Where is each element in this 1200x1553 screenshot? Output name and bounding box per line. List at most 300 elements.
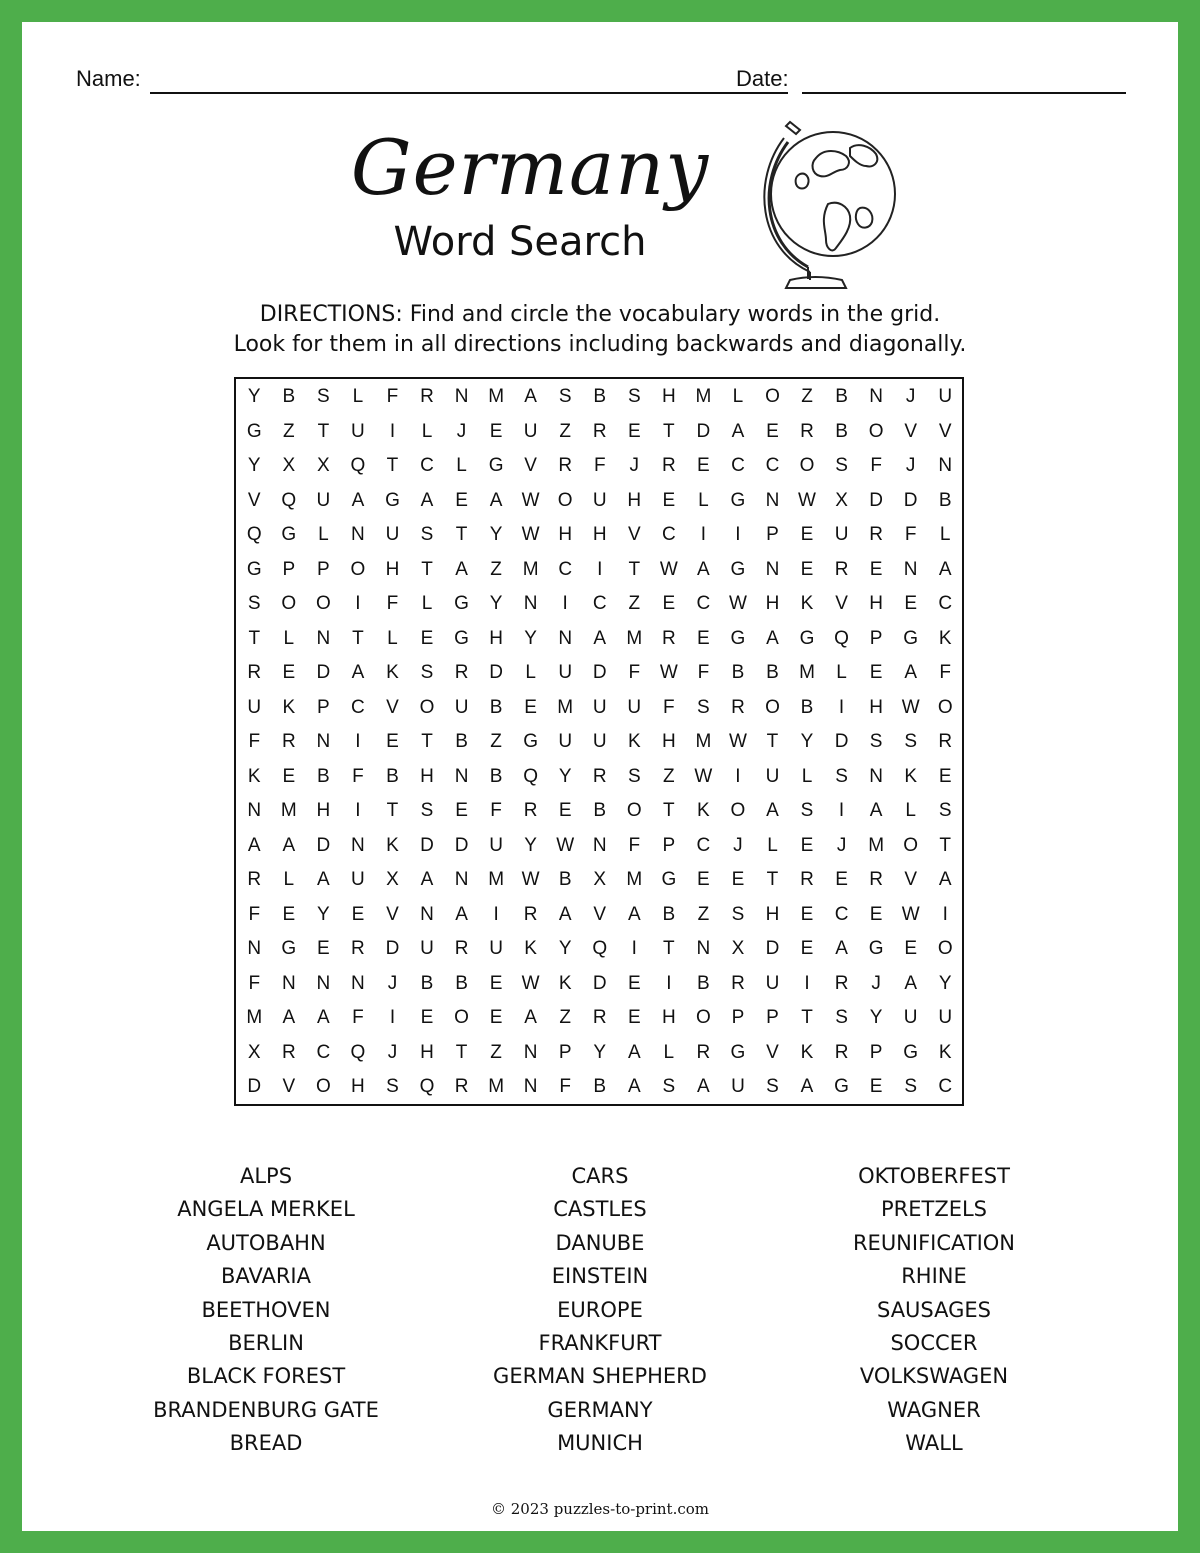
grid-letter[interactable]: C bbox=[592, 593, 607, 615]
grid-letter[interactable]: I bbox=[666, 972, 672, 994]
grid-letter[interactable]: S bbox=[558, 386, 572, 408]
grid-letter[interactable]: V bbox=[524, 455, 537, 477]
grid-letter[interactable]: O bbox=[315, 1076, 331, 1098]
grid-letter[interactable]: E bbox=[420, 627, 434, 649]
grid-letter[interactable]: T bbox=[663, 420, 675, 442]
grid-letter[interactable]: J bbox=[905, 455, 916, 477]
grid-letter[interactable]: V bbox=[247, 489, 261, 511]
grid-letter[interactable]: Y bbox=[558, 765, 572, 787]
grid-letter[interactable]: U bbox=[351, 869, 365, 891]
grid-letter[interactable]: R bbox=[592, 1007, 607, 1029]
grid-letter[interactable]: E bbox=[938, 765, 952, 787]
grid-letter[interactable]: R bbox=[281, 731, 296, 753]
grid-letter[interactable]: K bbox=[558, 972, 572, 994]
grid-letter[interactable]: N bbox=[903, 558, 918, 580]
grid-letter[interactable]: N bbox=[351, 972, 365, 994]
grid-letter[interactable]: Y bbox=[938, 972, 952, 994]
grid-letter[interactable]: X bbox=[593, 869, 607, 891]
grid-letter[interactable]: W bbox=[521, 489, 540, 511]
grid-letter[interactable]: A bbox=[800, 1076, 814, 1098]
grid-letter[interactable]: A bbox=[627, 1041, 641, 1063]
grid-letter[interactable]: L bbox=[905, 800, 916, 822]
grid-letter[interactable]: J bbox=[733, 834, 743, 856]
grid-letter[interactable]: C bbox=[420, 455, 434, 477]
grid-letter[interactable]: A bbox=[558, 903, 572, 925]
grid-letter[interactable]: B bbox=[766, 662, 779, 684]
grid-letter[interactable]: P bbox=[317, 696, 330, 718]
grid-letter[interactable]: A bbox=[904, 972, 917, 994]
grid-letter[interactable]: S bbox=[697, 696, 710, 718]
grid-letter[interactable]: W bbox=[556, 834, 575, 856]
grid-letter[interactable]: O bbox=[868, 420, 884, 442]
grid-letter[interactable]: P bbox=[662, 834, 676, 856]
grid-letter[interactable]: H bbox=[765, 903, 780, 925]
grid-letter[interactable]: U bbox=[903, 1007, 918, 1029]
grid-letter[interactable]: U bbox=[489, 834, 503, 856]
grid-letter[interactable]: G bbox=[281, 938, 297, 960]
grid-letter[interactable]: U bbox=[316, 489, 331, 511]
grid-letter[interactable]: V bbox=[627, 524, 641, 546]
grid-letter[interactable]: R bbox=[592, 765, 607, 787]
grid-letter[interactable]: A bbox=[282, 1007, 296, 1029]
grid-letter[interactable]: M bbox=[799, 662, 815, 684]
grid-letter[interactable]: U bbox=[523, 420, 538, 442]
grid-letter[interactable]: J bbox=[871, 972, 881, 994]
grid-letter[interactable]: F bbox=[248, 972, 261, 994]
grid-letter[interactable]: O bbox=[454, 1007, 469, 1029]
grid-letter[interactable]: R bbox=[454, 662, 469, 684]
grid-letter[interactable]: R bbox=[420, 386, 434, 408]
grid-letter[interactable]: H bbox=[661, 386, 676, 408]
grid-letter[interactable]: N bbox=[316, 627, 331, 649]
grid-letter[interactable]: D bbox=[420, 834, 434, 856]
grid-letter[interactable]: G bbox=[246, 558, 262, 580]
grid-letter[interactable]: E bbox=[869, 903, 883, 925]
grid-letter[interactable]: N bbox=[247, 938, 262, 960]
grid-letter[interactable]: H bbox=[351, 1076, 365, 1098]
grid-letter[interactable]: B bbox=[489, 765, 503, 787]
grid-letter[interactable]: G bbox=[730, 627, 746, 649]
grid-letter[interactable]: A bbox=[938, 558, 952, 580]
grid-letter[interactable]: M bbox=[488, 386, 505, 408]
grid-letter[interactable]: F bbox=[697, 662, 710, 684]
grid-letter[interactable]: D bbox=[316, 834, 331, 856]
grid-letter[interactable]: S bbox=[317, 386, 330, 408]
grid-letter[interactable]: Z bbox=[490, 558, 502, 580]
grid-letter[interactable]: A bbox=[835, 938, 848, 960]
grid-letter[interactable]: R bbox=[661, 455, 676, 477]
grid-letter[interactable]: S bbox=[420, 662, 434, 684]
grid-letter[interactable]: L bbox=[663, 1041, 675, 1063]
grid-letter[interactable]: E bbox=[489, 1007, 503, 1029]
grid-letter[interactable]: S bbox=[247, 593, 261, 615]
grid-letter[interactable]: J bbox=[905, 386, 916, 408]
name-field[interactable] bbox=[150, 92, 788, 94]
grid-letter[interactable]: H bbox=[558, 524, 573, 546]
grid-letter[interactable]: E bbox=[282, 903, 296, 925]
grid-letter[interactable]: G bbox=[523, 731, 539, 753]
grid-letter[interactable]: E bbox=[904, 938, 917, 960]
grid-letter[interactable]: V bbox=[386, 903, 399, 925]
grid-letter[interactable]: S bbox=[869, 731, 883, 753]
grid-letter[interactable]: Z bbox=[559, 1007, 571, 1029]
grid-letter[interactable]: J bbox=[629, 455, 640, 477]
grid-letter[interactable]: R bbox=[834, 1041, 849, 1063]
grid-letter[interactable]: O bbox=[350, 558, 366, 580]
grid-letter[interactable]: K bbox=[800, 593, 814, 615]
grid-letter[interactable]: A bbox=[938, 869, 952, 891]
grid-letter[interactable]: K bbox=[386, 834, 399, 856]
grid-letter[interactable]: K bbox=[938, 1041, 952, 1063]
grid-letter[interactable]: R bbox=[938, 731, 953, 753]
grid-letter[interactable]: U bbox=[489, 938, 503, 960]
grid-letter[interactable]: Y bbox=[317, 903, 330, 925]
grid-letter[interactable]: G bbox=[730, 1041, 746, 1063]
grid-letter[interactable]: E bbox=[697, 627, 710, 649]
grid-letter[interactable]: T bbox=[663, 938, 675, 960]
grid-letter[interactable]: L bbox=[421, 420, 433, 442]
grid-letter[interactable]: O bbox=[903, 834, 919, 856]
grid-letter[interactable]: I bbox=[735, 765, 741, 787]
grid-letter[interactable]: K bbox=[800, 1041, 814, 1063]
grid-letter[interactable]: Z bbox=[283, 420, 295, 442]
grid-letter[interactable]: Q bbox=[281, 489, 297, 511]
grid-letter[interactable]: T bbox=[386, 455, 399, 477]
grid-letter[interactable]: T bbox=[766, 731, 779, 753]
grid-letter[interactable]: N bbox=[454, 386, 469, 408]
grid-letter[interactable]: F bbox=[248, 731, 261, 753]
grid-letter[interactable]: N bbox=[454, 765, 469, 787]
grid-letter[interactable]: E bbox=[627, 972, 641, 994]
grid-letter[interactable]: A bbox=[282, 834, 296, 856]
grid-letter[interactable]: N bbox=[247, 800, 262, 822]
grid-letter[interactable]: S bbox=[627, 765, 641, 787]
grid-letter[interactable]: O bbox=[799, 455, 815, 477]
grid-letter[interactable]: X bbox=[835, 489, 848, 511]
grid-letter[interactable]: K bbox=[386, 662, 399, 684]
grid-letter[interactable]: Z bbox=[697, 903, 710, 925]
grid-letter[interactable]: L bbox=[801, 765, 813, 787]
grid-letter[interactable]: D bbox=[247, 1076, 262, 1098]
grid-letter[interactable]: I bbox=[562, 593, 568, 615]
date-field[interactable] bbox=[802, 92, 1126, 94]
grid-letter[interactable]: M bbox=[626, 869, 643, 891]
grid-letter[interactable]: G bbox=[903, 627, 919, 649]
grid-letter[interactable]: F bbox=[386, 386, 399, 408]
grid-letter[interactable]: R bbox=[661, 627, 676, 649]
grid-letter[interactable]: F bbox=[559, 1076, 571, 1098]
grid-letter[interactable]: A bbox=[351, 489, 365, 511]
grid-letter[interactable]: B bbox=[558, 869, 572, 891]
grid-letter[interactable]: Y bbox=[869, 1007, 883, 1029]
grid-letter[interactable]: E bbox=[904, 593, 917, 615]
grid-letter[interactable]: N bbox=[938, 455, 953, 477]
grid-letter[interactable]: N bbox=[351, 524, 365, 546]
grid-letter[interactable]: A bbox=[904, 662, 917, 684]
grid-letter[interactable]: E bbox=[455, 800, 468, 822]
grid-letter[interactable]: E bbox=[800, 524, 814, 546]
grid-letter[interactable]: D bbox=[385, 938, 400, 960]
grid-letter[interactable]: C bbox=[938, 1076, 953, 1098]
grid-letter[interactable]: D bbox=[592, 972, 607, 994]
grid-letter[interactable]: Z bbox=[490, 731, 502, 753]
grid-letter[interactable]: P bbox=[731, 1007, 745, 1029]
grid-letter[interactable]: F bbox=[352, 765, 364, 787]
grid-letter[interactable]: W bbox=[728, 593, 747, 615]
grid-letter[interactable]: E bbox=[662, 593, 676, 615]
grid-letter[interactable]: I bbox=[838, 800, 845, 822]
grid-letter[interactable]: G bbox=[488, 455, 504, 477]
grid-letter[interactable]: T bbox=[663, 800, 675, 822]
grid-letter[interactable]: S bbox=[420, 800, 434, 822]
grid-letter[interactable]: C bbox=[558, 558, 573, 580]
grid-letter[interactable]: A bbox=[455, 903, 468, 925]
grid-letter[interactable]: M bbox=[626, 627, 643, 649]
grid-letter[interactable]: F bbox=[663, 696, 675, 718]
grid-letter[interactable]: R bbox=[558, 455, 573, 477]
grid-letter[interactable]: Q bbox=[246, 524, 262, 546]
grid-letter[interactable]: N bbox=[351, 834, 365, 856]
grid-letter[interactable]: G bbox=[281, 524, 297, 546]
grid-letter[interactable]: N bbox=[316, 731, 331, 753]
grid-letter[interactable]: E bbox=[731, 869, 745, 891]
grid-letter[interactable]: U bbox=[454, 696, 469, 718]
grid-letter[interactable]: E bbox=[800, 834, 814, 856]
grid-letter[interactable]: U bbox=[938, 386, 953, 408]
grid-letter[interactable]: M bbox=[557, 696, 574, 718]
grid-letter[interactable]: O bbox=[937, 938, 953, 960]
grid-letter[interactable]: B bbox=[593, 800, 607, 822]
grid-letter[interactable]: J bbox=[836, 834, 847, 856]
grid-letter[interactable]: Y bbox=[800, 731, 814, 753]
grid-letter[interactable]: M bbox=[522, 558, 539, 580]
grid-letter[interactable]: P bbox=[317, 558, 330, 580]
grid-letter[interactable]: P bbox=[766, 524, 779, 546]
grid-letter[interactable]: F bbox=[904, 524, 917, 546]
grid-letter[interactable]: R bbox=[731, 696, 745, 718]
grid-letter[interactable]: Y bbox=[247, 386, 261, 408]
grid-letter[interactable]: P bbox=[869, 627, 883, 649]
grid-letter[interactable]: T bbox=[317, 420, 330, 442]
grid-letter[interactable]: L bbox=[283, 627, 295, 649]
grid-letter[interactable]: T bbox=[628, 558, 641, 580]
grid-letter[interactable]: P bbox=[766, 1007, 779, 1029]
grid-letter[interactable]: G bbox=[868, 938, 884, 960]
grid-letter[interactable]: G bbox=[834, 1076, 849, 1098]
grid-letter[interactable]: E bbox=[455, 489, 468, 511]
grid-letter[interactable]: V bbox=[904, 420, 917, 442]
grid-letter[interactable]: U bbox=[731, 1076, 745, 1098]
grid-letter[interactable]: U bbox=[558, 731, 573, 753]
grid-letter[interactable]: E bbox=[386, 731, 399, 753]
grid-letter[interactable]: B bbox=[282, 386, 296, 408]
grid-letter[interactable]: N bbox=[523, 593, 538, 615]
grid-letter[interactable]: A bbox=[317, 869, 330, 891]
grid-letter[interactable]: C bbox=[696, 593, 711, 615]
grid-letter[interactable]: N bbox=[281, 972, 296, 994]
grid-letter[interactable]: O bbox=[419, 696, 435, 718]
grid-letter[interactable]: C bbox=[316, 1041, 331, 1063]
grid-letter[interactable]: N bbox=[869, 386, 883, 408]
grid-letter[interactable]: X bbox=[247, 1041, 261, 1063]
grid-letter[interactable]: C bbox=[938, 593, 953, 615]
grid-letter[interactable]: E bbox=[317, 938, 330, 960]
grid-letter[interactable]: M bbox=[280, 800, 297, 822]
grid-letter[interactable]: O bbox=[695, 1007, 711, 1029]
grid-letter[interactable]: B bbox=[662, 903, 676, 925]
grid-letter[interactable]: I bbox=[804, 972, 810, 994]
grid-letter[interactable]: R bbox=[800, 420, 814, 442]
grid-letter[interactable]: L bbox=[352, 386, 364, 408]
grid-letter[interactable]: E bbox=[282, 765, 296, 787]
grid-letter[interactable]: W bbox=[659, 662, 678, 684]
grid-letter[interactable]: K bbox=[524, 938, 537, 960]
grid-letter[interactable]: H bbox=[765, 593, 780, 615]
grid-letter[interactable]: F bbox=[870, 455, 882, 477]
grid-letter[interactable]: R bbox=[834, 558, 849, 580]
grid-letter[interactable]: N bbox=[523, 1041, 538, 1063]
grid-letter[interactable]: S bbox=[627, 386, 641, 408]
grid-letter[interactable]: D bbox=[454, 834, 469, 856]
grid-letter[interactable]: R bbox=[523, 903, 538, 925]
grid-letter[interactable]: S bbox=[938, 800, 952, 822]
grid-letter[interactable]: H bbox=[869, 696, 883, 718]
grid-letter[interactable]: L bbox=[283, 869, 295, 891]
grid-letter[interactable]: R bbox=[869, 524, 883, 546]
grid-letter[interactable]: I bbox=[838, 696, 845, 718]
grid-letter[interactable]: A bbox=[627, 903, 641, 925]
grid-letter[interactable]: P bbox=[558, 1041, 572, 1063]
grid-letter[interactable]: G bbox=[454, 593, 469, 615]
grid-letter[interactable]: I bbox=[631, 938, 637, 960]
grid-letter[interactable]: B bbox=[420, 972, 434, 994]
grid-letter[interactable]: E bbox=[766, 420, 779, 442]
grid-letter[interactable]: N bbox=[523, 1076, 538, 1098]
grid-letter[interactable]: B bbox=[938, 489, 952, 511]
grid-letter[interactable]: V bbox=[766, 1041, 779, 1063]
grid-letter[interactable]: Q bbox=[419, 1076, 435, 1098]
grid-letter[interactable]: S bbox=[835, 1007, 848, 1029]
grid-letter[interactable]: J bbox=[387, 972, 398, 994]
grid-letter[interactable]: W bbox=[694, 765, 713, 787]
grid-letter[interactable]: H bbox=[316, 800, 331, 822]
grid-letter[interactable]: L bbox=[767, 834, 778, 856]
grid-letter[interactable]: X bbox=[386, 869, 399, 891]
grid-letter[interactable]: H bbox=[420, 765, 434, 787]
grid-letter[interactable]: A bbox=[247, 834, 261, 856]
grid-letter[interactable]: A bbox=[420, 489, 434, 511]
grid-letter[interactable]: E bbox=[800, 903, 814, 925]
grid-letter[interactable]: I bbox=[493, 903, 499, 925]
grid-letter[interactable]: B bbox=[697, 972, 710, 994]
grid-letter[interactable]: R bbox=[592, 420, 607, 442]
grid-letter[interactable]: W bbox=[798, 489, 816, 511]
grid-letter[interactable]: I bbox=[355, 800, 361, 822]
grid-letter[interactable]: M bbox=[695, 731, 712, 753]
grid-letter[interactable]: W bbox=[521, 524, 540, 546]
grid-letter[interactable]: A bbox=[524, 1007, 537, 1029]
grid-letter[interactable]: H bbox=[385, 558, 400, 580]
grid-letter[interactable]: B bbox=[317, 765, 330, 787]
grid-letter[interactable]: B bbox=[593, 1076, 607, 1098]
grid-letter[interactable]: R bbox=[247, 869, 262, 891]
grid-letter[interactable]: L bbox=[421, 593, 433, 615]
grid-letter[interactable]: D bbox=[903, 489, 918, 511]
grid-letter[interactable]: W bbox=[659, 558, 678, 580]
grid-letter[interactable]: A bbox=[455, 558, 468, 580]
grid-letter[interactable]: E bbox=[662, 489, 676, 511]
grid-letter[interactable]: I bbox=[700, 524, 707, 546]
grid-letter[interactable]: U bbox=[834, 524, 849, 546]
grid-letter[interactable]: P bbox=[869, 1041, 883, 1063]
grid-letter[interactable]: V bbox=[593, 903, 607, 925]
grid-letter[interactable]: B bbox=[489, 696, 503, 718]
grid-letter[interactable]: B bbox=[835, 420, 848, 442]
grid-letter[interactable]: R bbox=[247, 662, 262, 684]
grid-letter[interactable]: A bbox=[731, 420, 745, 442]
grid-letter[interactable]: H bbox=[661, 1007, 676, 1029]
grid-letter[interactable]: H bbox=[420, 1041, 434, 1063]
grid-letter[interactable]: E bbox=[627, 1007, 641, 1029]
grid-letter[interactable]: N bbox=[869, 765, 883, 787]
grid-letter[interactable]: L bbox=[939, 524, 951, 546]
grid-letter[interactable]: E bbox=[869, 662, 883, 684]
grid-letter[interactable]: T bbox=[248, 627, 261, 649]
grid-letter[interactable]: W bbox=[901, 696, 920, 718]
grid-letter[interactable]: N bbox=[558, 627, 573, 649]
grid-letter[interactable]: V bbox=[835, 593, 848, 615]
grid-letter[interactable]: M bbox=[488, 869, 505, 891]
grid-letter[interactable]: L bbox=[525, 662, 536, 684]
grid-letter[interactable]: Q bbox=[834, 627, 849, 649]
grid-letter[interactable]: A bbox=[351, 662, 365, 684]
grid-letter[interactable]: D bbox=[592, 662, 607, 684]
grid-letter[interactable]: A bbox=[697, 558, 710, 580]
grid-letter[interactable]: S bbox=[800, 800, 814, 822]
grid-letter[interactable]: E bbox=[835, 869, 848, 891]
grid-letter[interactable]: T bbox=[939, 834, 952, 856]
grid-letter[interactable]: O bbox=[765, 386, 780, 408]
grid-letter[interactable]: H bbox=[592, 524, 607, 546]
grid-letter[interactable]: V bbox=[282, 1076, 296, 1098]
grid-letter[interactable]: S bbox=[386, 1076, 399, 1098]
grid-letter[interactable]: I bbox=[355, 593, 361, 615]
grid-letter[interactable]: S bbox=[731, 903, 745, 925]
grid-letter[interactable]: M bbox=[695, 386, 712, 408]
grid-letter[interactable]: U bbox=[592, 696, 607, 718]
grid-letter[interactable]: W bbox=[728, 731, 747, 753]
grid-letter[interactable]: S bbox=[835, 765, 848, 787]
grid-letter[interactable]: D bbox=[765, 938, 780, 960]
grid-letter[interactable]: G bbox=[903, 1041, 919, 1063]
grid-letter[interactable]: E bbox=[558, 800, 572, 822]
grid-letter[interactable]: K bbox=[938, 627, 952, 649]
grid-letter[interactable]: K bbox=[627, 731, 641, 753]
grid-letter[interactable]: E bbox=[351, 903, 365, 925]
grid-letter[interactable]: H bbox=[489, 627, 503, 649]
grid-letter[interactable]: O bbox=[557, 489, 573, 511]
grid-letter[interactable]: D bbox=[834, 731, 849, 753]
grid-letter[interactable]: S bbox=[904, 1076, 917, 1098]
grid-letter[interactable]: Y bbox=[489, 593, 503, 615]
grid-letter[interactable]: R bbox=[696, 1041, 711, 1063]
grid-letter[interactable]: R bbox=[454, 1076, 469, 1098]
grid-letter[interactable]: D bbox=[869, 489, 883, 511]
grid-letter[interactable]: J bbox=[387, 1041, 398, 1063]
grid-letter[interactable]: T bbox=[455, 524, 468, 546]
grid-letter[interactable]: I bbox=[389, 1007, 396, 1029]
grid-letter[interactable]: M bbox=[868, 834, 885, 856]
